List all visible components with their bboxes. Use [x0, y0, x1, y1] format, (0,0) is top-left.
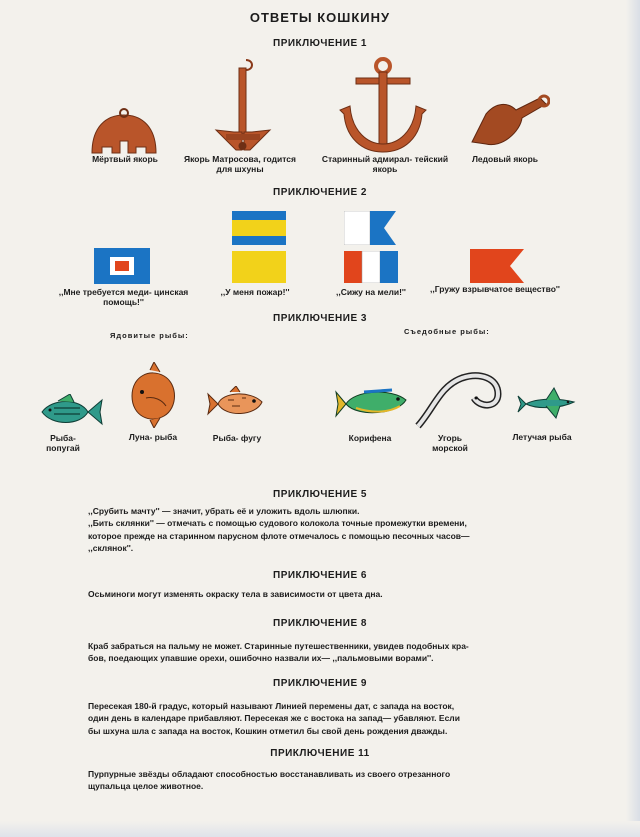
- adventure-11-text: [88, 768, 608, 793]
- dead-anchor-icon: [88, 107, 160, 157]
- conger-eel-caption: Угорь морской: [432, 433, 468, 453]
- adventure-5-text: [88, 505, 608, 554]
- text-line: ,,склянок''.: [88, 542, 134, 553]
- adventure-9-text: [88, 700, 608, 737]
- text-line: бов, поедающих упавшие орехи, ошибочно назвали их— ,,пальмовыми ворами''.: [88, 653, 434, 664]
- moonfish-icon: [124, 362, 184, 428]
- flag-caption-fire: ,,У меня пожар!'': [220, 287, 290, 297]
- page-edge-shadow: [626, 0, 640, 837]
- dead-anchor-caption: Мёртвый якорь: [92, 154, 158, 164]
- admiralty-anchor-icon: [338, 56, 428, 156]
- text-line: Пурпурные звёзды обладают способностью восстанавливать из своего отрезанного: [88, 769, 451, 779]
- flag-caption-explosives: ,,Гружу взрывчатое вещество'': [430, 284, 560, 294]
- white-blue-swallowtail-flag-icon: [344, 211, 396, 245]
- heading-adventure-8: ПРИКЛЮЧЕНИЕ 8: [273, 618, 367, 629]
- ice-anchor-icon: [466, 92, 550, 150]
- text-line: ,,Бить склянки'' — отмечать с помощью судового колокола точные промежутки времени,: [88, 518, 467, 529]
- fugu-icon: [206, 386, 270, 422]
- text-line: которое прежде на старинном парусном флоте отмечалось с помощью песочных часов—: [88, 530, 470, 541]
- heading-adventure-9: ПРИКЛЮЧЕНИЕ 9: [273, 678, 367, 689]
- flying-fish-icon: [516, 386, 578, 420]
- adventure-6-text: [88, 588, 608, 600]
- flag-caption-aground: ,,Сижу на мели!'': [336, 287, 406, 297]
- text-line: Пересекая 180-й градус, который называют Линией перемены дат, с запада на восток,: [88, 701, 455, 711]
- edible-fish-label: Съедобные рыбы:: [404, 327, 490, 336]
- blue-white-red-flag-icon: [94, 248, 150, 284]
- heading-adventure-2: ПРИКЛЮЧЕНИЕ 2: [273, 187, 367, 198]
- page-title: ОТВЕТЫ КОШКИНУ: [249, 10, 391, 25]
- ice-anchor-caption: Ледовый якорь: [471, 154, 539, 164]
- page-bottom-edge: [0, 821, 640, 837]
- conger-eel-icon: [414, 368, 504, 430]
- heading-adventure-5: ПРИКЛЮЧЕНИЕ 5: [273, 489, 367, 500]
- heading-adventure-3: ПРИКЛЮЧЕНИЕ 3: [273, 313, 367, 324]
- text-line: бы шхуна шла с запада на восток, Кошкин отметил бы свой день рождения дважды.: [88, 725, 448, 736]
- blue-white-red-stripes-flag-icon: [344, 251, 398, 283]
- fugu-caption: Рыба- фугу: [212, 433, 262, 443]
- yellow-flag-icon: [232, 251, 286, 283]
- flying-fish-caption: Летучая рыба: [512, 432, 572, 442]
- parrotfish-icon: [40, 394, 104, 430]
- dorado-icon: [334, 384, 414, 422]
- text-line: Краб забраться на пальму не может. Старинные путешественники, увидев подобных кра-: [88, 641, 469, 651]
- heading-adventure-11: ПРИКЛЮЧЕНИЕ 11: [270, 748, 370, 759]
- heading-adventure-1: ПРИКЛЮЧЕНИЕ 1: [273, 38, 367, 49]
- moonfish-caption: Луна- рыба: [128, 432, 178, 442]
- matrosov-anchor-icon: [212, 56, 274, 156]
- blue-yellow-flag-icon: [232, 211, 286, 245]
- text-line: ,,Срубить мачту'' — значит, убрать её и уложить вдоль шлюпки.: [88, 506, 360, 516]
- heading-adventure-6: ПРИКЛЮЧЕНИЕ 6: [273, 570, 367, 581]
- red-swallowtail-flag-icon: [470, 249, 524, 283]
- parrotfish-caption: Рыба- попугай: [46, 433, 80, 453]
- matrosov-anchor-caption: Якорь Матросова, годится для шхуны: [184, 154, 296, 174]
- admiralty-anchor-caption: Старинный адмирал- тейский якорь: [321, 154, 449, 174]
- text-line: один день в календаре прибавляют. Пересекая же с востока на запад— убавляют. Если: [88, 713, 460, 724]
- text-line: Осьминоги могут изменять окраску тела в зависимости от цвета дна.: [88, 589, 383, 599]
- flag-caption-medical: ,,Мне требуется меди- цинская помощь!'': [58, 287, 189, 307]
- text-line: щупальца целое животное.: [88, 781, 204, 792]
- poisonous-fish-label: Ядовитые рыбы:: [110, 331, 189, 340]
- adventure-8-text: [88, 640, 608, 665]
- dorado-caption: Корифена: [348, 433, 392, 443]
